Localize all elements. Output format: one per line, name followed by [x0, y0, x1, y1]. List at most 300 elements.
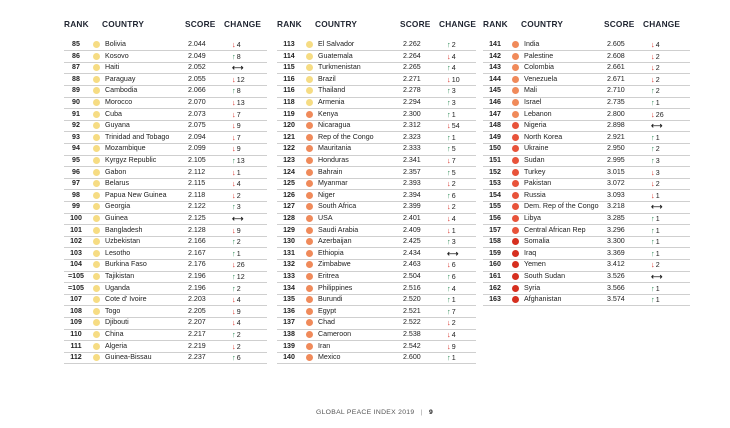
change-value: 6: [451, 273, 456, 281]
arrow-down-icon: ↓: [232, 190, 236, 200]
table-row: [64, 190, 267, 201]
rank-value: 99: [72, 202, 80, 211]
peace-level-dot-icon: [93, 64, 100, 71]
table-row: [483, 39, 690, 50]
country-name: Lesotho: [105, 248, 131, 257]
country-name: Kenya: [318, 109, 339, 118]
score-value: 2.237: [188, 353, 206, 362]
rank-value: 97: [72, 179, 80, 188]
country-name: Mauritania: [318, 144, 352, 153]
peace-level-dot-icon: [93, 192, 100, 199]
rank-value: 144: [489, 74, 501, 83]
arrow-down-icon: ↓: [651, 260, 655, 270]
country-name: Tajikistan: [105, 272, 135, 280]
change-value: 7: [451, 157, 456, 165]
score-value: 2.323: [403, 132, 421, 141]
score-value: 3.300: [607, 237, 625, 246]
peace-level-dot-icon: [512, 64, 519, 71]
table-row: [277, 143, 476, 154]
rank-value: 110: [70, 330, 82, 338]
peace-level-dot-icon: [93, 227, 100, 234]
score-value: 2.516: [403, 283, 421, 292]
country-name: Nicaragua: [318, 121, 351, 130]
country-name: Guinea: [105, 214, 128, 222]
peace-level-dot-icon: [512, 203, 519, 210]
country-name: Trinidad and Tobago: [105, 132, 170, 141]
score-value: 3.369: [607, 248, 625, 257]
change-value: 4: [236, 296, 241, 305]
peace-level-dot-icon: [512, 261, 519, 268]
country-name: Gabon: [105, 167, 127, 176]
change-value: 54: [451, 122, 460, 131]
rank-header: RANK: [277, 19, 302, 29]
rank-value: 123: [283, 156, 295, 164]
peace-level-dot-icon: [306, 308, 313, 315]
score-value: 2.055: [188, 74, 206, 83]
table-row: [483, 213, 690, 224]
country-name: Bangladesh: [105, 225, 143, 234]
country-name: Sudan: [524, 156, 545, 164]
change-value: 6: [451, 191, 456, 200]
country-name: India: [524, 40, 540, 48]
rank-value: 141: [489, 40, 501, 48]
change-value: 6: [236, 354, 241, 363]
rank-value: 91: [72, 109, 80, 118]
table-row: [64, 225, 267, 236]
score-value: 2.049: [188, 51, 206, 60]
arrow-up-icon: ↑: [447, 295, 451, 305]
peace-level-dot-icon: [93, 285, 100, 292]
country-name: Guatemala: [318, 51, 353, 60]
change-value: 4: [451, 331, 456, 339]
score-value: 2.401: [403, 214, 421, 222]
peace-level-dot-icon: [306, 76, 313, 83]
change-value: 8: [236, 87, 241, 96]
peace-level-dot-icon: [93, 122, 100, 129]
arrow-down-icon: ↓: [447, 260, 451, 270]
arrow-down-icon: ↓: [232, 260, 236, 270]
change-value: 13: [236, 157, 245, 165]
peace-level-dot-icon: [93, 319, 100, 326]
score-value: 2.921: [607, 132, 625, 141]
peace-level-dot-icon: [306, 319, 313, 326]
peace-level-dot-icon: [93, 354, 100, 361]
change-value: 1: [451, 354, 456, 363]
change-value: 1: [451, 133, 456, 142]
arrow-down-icon: ↓: [447, 202, 451, 212]
table-row: [64, 248, 267, 259]
change-value: 1: [655, 133, 660, 142]
change-value: 2: [236, 238, 241, 247]
peace-level-dot-icon: [512, 99, 519, 106]
table-row: [277, 225, 476, 236]
arrow-down-icon: ↓: [232, 144, 236, 154]
rank-value: 161: [489, 272, 501, 280]
country-name: Eritrea: [318, 272, 339, 280]
peace-level-dot-icon: [306, 169, 313, 176]
rank-value: 132: [283, 260, 295, 269]
table-row: [483, 74, 690, 85]
rank-value: 153: [489, 179, 501, 188]
country-name: Ukraine: [524, 144, 549, 153]
country-name: Saudi Arabia: [318, 225, 359, 234]
table-row: [277, 236, 476, 247]
table-row: [483, 271, 690, 282]
country-name: Paraguay: [105, 74, 136, 83]
peace-level-dot-icon: [512, 111, 519, 118]
country-name: Georgia: [105, 202, 131, 211]
table-row: [483, 201, 690, 212]
table-row: [64, 143, 267, 154]
rank-value: 100: [70, 214, 82, 222]
change-header: CHANGE: [224, 19, 262, 29]
rank-value: 146: [489, 98, 501, 106]
table-row: [64, 236, 267, 247]
peace-level-dot-icon: [512, 122, 519, 129]
rank-value: =105: [68, 272, 84, 280]
table-row: [64, 132, 267, 143]
table-row: [64, 306, 267, 317]
change-value: 26: [655, 110, 664, 119]
country-name: Myanmar: [318, 179, 348, 188]
arrow-up-icon: ↑: [447, 98, 451, 107]
arrow-down-icon: ↓: [232, 109, 236, 119]
change-value: 2: [655, 75, 660, 84]
change-value: 1: [655, 215, 660, 223]
score-header: SCORE: [604, 19, 635, 29]
rank-value: 114: [283, 51, 295, 60]
table-row: [64, 178, 267, 189]
arrow-down-icon: ↓: [651, 63, 655, 73]
score-value: 3.285: [607, 214, 625, 222]
score-value: 3.218: [607, 202, 625, 211]
rank-value: 134: [283, 283, 295, 292]
score-value: 2.073: [188, 109, 206, 118]
country-name: Papua New Guinea: [105, 190, 167, 199]
score-value: 2.538: [403, 330, 421, 338]
score-value: 2.394: [403, 190, 421, 199]
peace-level-dot-icon: [93, 53, 100, 60]
table-row: [483, 97, 690, 108]
arrow-down-icon: ↓: [447, 51, 451, 61]
country-name: Israel: [524, 98, 542, 106]
arrow-down-icon: ↓: [232, 306, 236, 316]
arrow-up-icon: ↑: [651, 156, 655, 165]
rank-value: 142: [489, 51, 501, 60]
country-name: Guyana: [105, 121, 130, 130]
rank-value: 88: [72, 74, 80, 83]
country-name: Azerbaijan: [318, 237, 352, 246]
rank-value: 137: [283, 318, 295, 327]
table-row: [64, 62, 267, 73]
change-value: 1: [236, 249, 241, 258]
country-name: Brazil: [318, 74, 336, 83]
arrow-up-icon: ↑: [447, 63, 451, 73]
rank-value: 150: [489, 144, 501, 153]
rank-value: 101: [70, 225, 82, 234]
footer-title: GLOBAL PEACE INDEX 2019: [316, 409, 415, 416]
change-value: 12: [236, 75, 245, 84]
table-row: [277, 259, 476, 270]
change-value: 2: [236, 284, 241, 293]
change-value: 2: [451, 203, 456, 212]
country-name: Libya: [524, 214, 541, 222]
rank-value: 140: [283, 353, 295, 362]
change-value: 26: [236, 261, 245, 270]
no-change-icon: ⟷: [651, 272, 663, 281]
table-row: [64, 341, 267, 352]
table-row: [277, 39, 476, 50]
arrow-down-icon: ↓: [447, 179, 451, 189]
score-value: 2.066: [188, 86, 206, 95]
score-value: 2.671: [607, 74, 625, 83]
table-row: [277, 62, 476, 73]
country-name: Philippines: [318, 283, 353, 292]
table-row: [277, 294, 476, 305]
table-row: [277, 283, 476, 294]
rank-value: 131: [283, 248, 295, 257]
country-name: Nigeria: [524, 121, 547, 130]
arrow-down-icon: ↓: [232, 40, 236, 49]
country-name: Guinea-Bissau: [105, 353, 152, 362]
peace-level-dot-icon: [512, 53, 519, 60]
change-value: 9: [451, 342, 456, 351]
score-value: 2.520: [403, 295, 421, 304]
country-name: Togo: [105, 306, 121, 315]
table-row: [64, 51, 267, 62]
change-header: CHANGE: [439, 19, 477, 29]
change-value: 3: [655, 157, 660, 165]
country-name: Burkina Faso: [105, 260, 147, 269]
page-number: 9: [428, 409, 434, 416]
country-name: Bahrain: [318, 167, 343, 176]
table-row: [277, 248, 476, 259]
arrow-up-icon: ↑: [447, 237, 451, 247]
country-name: Uganda: [105, 283, 130, 292]
change-value: 1: [655, 249, 660, 258]
rank-value: 129: [283, 225, 295, 234]
change-value: 9: [236, 122, 241, 131]
score-value: 2.271: [403, 74, 421, 83]
rank-value: 90: [72, 98, 80, 106]
score-value: 2.521: [403, 306, 421, 315]
rank-value: 116: [283, 74, 295, 83]
peace-level-dot-icon: [306, 285, 313, 292]
table-row: [277, 352, 476, 363]
table-row: [483, 283, 690, 294]
arrow-up-icon: ↑: [232, 237, 236, 247]
rank-value: 121: [283, 132, 295, 141]
arrow-down-icon: ↓: [232, 98, 236, 107]
arrow-down-icon: ↓: [447, 341, 451, 351]
peace-level-dot-icon: [512, 215, 519, 222]
change-value: 4: [451, 215, 456, 223]
arrow-down-icon: ↓: [651, 179, 655, 189]
score-value: 2.115: [188, 179, 206, 188]
change-value: 4: [451, 64, 456, 73]
rank-value: 87: [72, 63, 80, 72]
country-name: Mozambique: [105, 144, 146, 153]
peace-level-dot-icon: [93, 331, 100, 338]
table-row: [277, 51, 476, 62]
rank-value: 147: [489, 109, 501, 118]
peace-level-dot-icon: [512, 238, 519, 245]
country-name: Iraq: [524, 248, 537, 257]
peace-level-dot-icon: [512, 157, 519, 164]
row-divider: [277, 363, 476, 364]
no-change-icon: ⟷: [232, 63, 244, 73]
peace-level-dot-icon: [93, 169, 100, 176]
peace-level-dot-icon: [306, 134, 313, 141]
rank-value: 120: [283, 121, 295, 130]
score-value: 2.196: [188, 283, 206, 292]
country-name: El Salvador: [318, 40, 355, 48]
rank-value: 162: [489, 283, 501, 292]
arrow-up-icon: ↑: [651, 295, 655, 305]
arrow-up-icon: ↑: [651, 86, 655, 96]
change-value: 5: [451, 145, 456, 154]
peace-level-dot-icon: [306, 180, 313, 187]
table-row: [64, 97, 267, 108]
country-name: Bolivia: [105, 40, 126, 48]
score-value: 2.522: [403, 318, 421, 327]
page-footer: [316, 409, 433, 416]
change-value: 1: [655, 238, 660, 247]
arrow-up-icon: ↑: [232, 272, 236, 281]
peace-level-dot-icon: [512, 180, 519, 187]
peace-level-dot-icon: [306, 354, 313, 361]
table-row: [483, 120, 690, 131]
arrow-up-icon: ↑: [651, 225, 655, 235]
table-row: [64, 294, 267, 305]
score-value: 2.219: [188, 341, 206, 350]
peace-level-dot-icon: [93, 250, 100, 257]
arrow-down-icon: ↓: [651, 74, 655, 84]
arrow-up-icon: ↑: [232, 202, 236, 212]
arrow-down-icon: ↓: [447, 214, 451, 223]
table-row: [277, 178, 476, 189]
arrow-up-icon: ↑: [447, 132, 451, 142]
rank-value: 113: [283, 40, 295, 48]
country-header: COUNTRY: [315, 19, 358, 29]
peace-level-dot-icon: [512, 285, 519, 292]
rank-value: 155: [489, 202, 501, 211]
arrow-down-icon: ↓: [447, 225, 451, 235]
rank-value: 158: [489, 237, 501, 246]
score-value: 2.196: [188, 272, 206, 280]
peace-level-dot-icon: [306, 261, 313, 268]
peace-level-dot-icon: [306, 99, 313, 106]
arrow-down-icon: ↓: [232, 167, 236, 177]
change-value: 2: [655, 145, 660, 154]
rank-value: 107: [70, 295, 82, 304]
rank-value: 139: [283, 341, 295, 350]
country-name: Chad: [318, 318, 335, 327]
change-value: 4: [236, 319, 241, 328]
peace-level-dot-icon: [512, 169, 519, 176]
peace-level-dot-icon: [306, 111, 313, 118]
table-row: [483, 225, 690, 236]
table-row: [483, 62, 690, 73]
score-value: 2.122: [188, 202, 206, 211]
arrow-up-icon: ↑: [232, 248, 236, 258]
change-value: 2: [236, 331, 241, 339]
arrow-down-icon: ↓: [232, 295, 236, 305]
score-value: 2.207: [188, 318, 206, 327]
peace-level-dot-icon: [512, 250, 519, 257]
peace-level-dot-icon: [306, 215, 313, 222]
score-value: 3.412: [607, 260, 625, 269]
rank-value: 145: [489, 86, 501, 95]
score-value: 2.118: [188, 190, 206, 199]
table-row: [64, 271, 267, 282]
peace-level-dot-icon: [93, 180, 100, 187]
arrow-down-icon: ↓: [651, 109, 655, 119]
peace-level-dot-icon: [93, 261, 100, 268]
country-name: Thailand: [318, 86, 346, 95]
score-value: 2.357: [403, 167, 421, 176]
country-name: Uzbekistan: [105, 237, 141, 246]
score-value: 2.341: [403, 156, 421, 164]
table-row: [64, 329, 267, 340]
rank-value: 152: [489, 167, 501, 176]
table-row: [277, 271, 476, 282]
score-value: 2.735: [607, 98, 625, 106]
score-value: 2.166: [188, 237, 206, 246]
country-name: Morocco: [105, 98, 133, 106]
rank-value: 115: [283, 63, 295, 72]
table-row: [64, 283, 267, 294]
peace-level-dot-icon: [93, 76, 100, 83]
country-name: Haiti: [105, 63, 120, 72]
table-row: [277, 213, 476, 224]
change-value: 9: [236, 307, 241, 316]
table-row: [483, 236, 690, 247]
table-row: [64, 317, 267, 328]
country-name: Somalia: [524, 237, 550, 246]
rank-value: 92: [72, 121, 80, 130]
peace-level-dot-icon: [93, 296, 100, 303]
country-name: Rep of the Congo: [318, 132, 374, 141]
arrow-up-icon: ↑: [232, 51, 236, 61]
peace-level-dot-icon: [93, 308, 100, 315]
country-name: Cambodia: [105, 86, 138, 95]
table-row: [483, 85, 690, 96]
table-row: [483, 167, 690, 178]
country-name: Kosovo: [105, 51, 129, 60]
arrow-down-icon: ↓: [651, 40, 655, 49]
peace-level-dot-icon: [93, 41, 100, 48]
peace-level-dot-icon: [306, 122, 313, 129]
rank-table-column-1: [64, 19, 267, 399]
score-value: 2.294: [403, 98, 421, 106]
arrow-down-icon: ↓: [232, 179, 236, 189]
arrow-down-icon: ↓: [447, 330, 451, 339]
peace-level-dot-icon: [306, 64, 313, 71]
score-value: 3.574: [607, 295, 625, 304]
rank-value: 136: [283, 306, 295, 315]
arrow-up-icon: ↑: [651, 98, 655, 107]
table-row: [64, 259, 267, 270]
peace-level-dot-icon: [93, 134, 100, 141]
rank-value: 143: [489, 63, 501, 72]
rank-value: 118: [283, 98, 295, 106]
change-value: 10: [451, 75, 460, 84]
table-row: [277, 167, 476, 178]
country-name: South Africa: [318, 202, 357, 211]
country-name: Honduras: [318, 156, 349, 164]
table-row: [277, 74, 476, 85]
